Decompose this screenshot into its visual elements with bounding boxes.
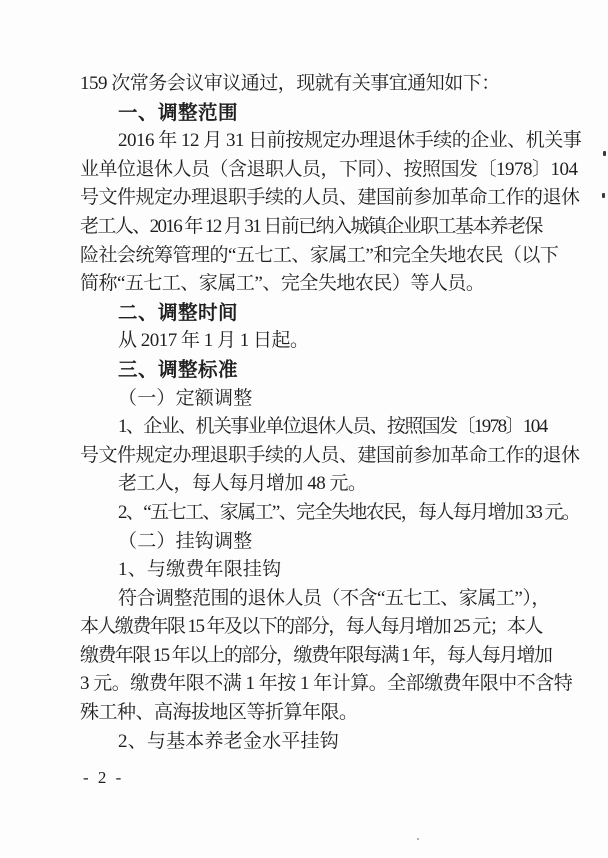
page-content: [80, 70, 582, 756]
text-line: 老工人、2016 年 12 月 31 日前已纳入城镇企业职工基本养老保: [80, 215, 542, 237]
section-heading-1: 一、调整范围: [118, 101, 239, 124]
subsection-heading: 1、与缴费年限挂钩: [118, 559, 282, 581]
scan-speck: [602, 193, 605, 198]
text-line: 老工人，每人每月增加 48 元。: [118, 473, 367, 495]
text-line: 号文件规定办理退职手续的人员、建国前参加革命工作的退休: [80, 444, 580, 466]
text-line: 2、“五七工、家属工”、完全失地农民，每人每月增加 33 元。: [118, 501, 580, 523]
text-line: 2016 年 12 月 31 日前按规定办理退休手续的企业、机关事: [118, 130, 582, 152]
page-number: - 2 -: [83, 768, 124, 787]
subsection-heading: 2、与基本养老金水平挂钩: [118, 730, 339, 752]
section-heading-3: 三、调整标准: [118, 358, 239, 381]
text-line: 号文件规定办理退职手续的人员、建国前参加革命工作的退休: [80, 187, 580, 209]
section-heading-2: 二、调整时间: [118, 301, 239, 324]
text-line: 符合调整范围的退休人员（不含“五七工、家属工”），: [118, 587, 550, 609]
text-line: 159 次常务会议审议通过，现就有关事宜通知如下：: [80, 73, 500, 94]
scan-speck: [417, 838, 419, 840]
subsection-heading: （一）定额调整: [118, 387, 253, 409]
text-line: 险社会统筹管理的“五七工、家属工”和完全失地农民（以下: [80, 244, 559, 266]
text-line: 1、企业、机关事业单位退休人员、按照国发〔1978〕104: [118, 416, 547, 438]
text-line: 殊工种、高海拔地区等折算年限。: [80, 702, 358, 724]
text-line: 本人缴费年限 15 年及以下的部分，每人每月增加 25 元；本人: [80, 616, 542, 638]
text-line: 缴费年限 15 年以上的部分，缴费年限每满 1 年，每人每月增加: [80, 644, 552, 666]
scan-speck: [603, 151, 606, 156]
text-line: 业单位退休人员（含退职人员，下同）、按照国发〔1978〕104: [80, 158, 578, 180]
subsection-heading: （二）挂钩调整: [118, 530, 253, 552]
text-line: 简称“五七工、家属工”、完全失地农民）等人员。: [80, 273, 485, 295]
text-line: 从 2017 年 1 月 1 日起。: [118, 330, 309, 352]
text-line: 3 元。缴费年限不满 1 年按 1 年计算。全部缴费年限中不含特: [80, 673, 573, 695]
